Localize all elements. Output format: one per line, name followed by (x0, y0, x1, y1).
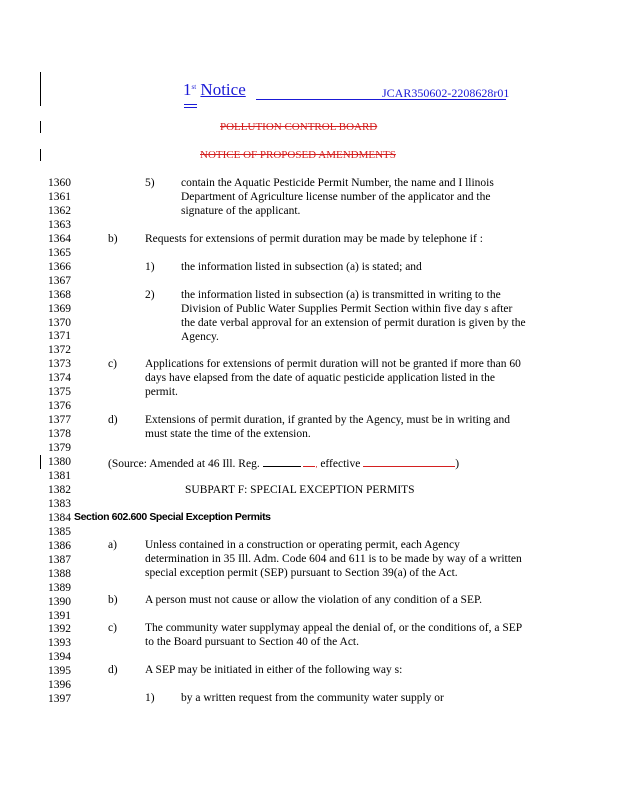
line-number: 1389 (48, 581, 71, 594)
paragraph-line: determination in 35 Ill. Adm. Code 604 and 611 is to be made by way of a written (145, 553, 522, 565)
change-bar (40, 121, 41, 133)
change-bar (40, 72, 41, 106)
paragraph-line: Division of Public Water Supplies Permit Section within five day s after (181, 303, 513, 315)
line-number: 1394 (48, 651, 71, 664)
reg-blank (263, 456, 301, 467)
paragraph-line: the information listed in subsection (a) is transmitted in writing to the (181, 289, 501, 301)
struck-board-title: POLLUTION CONTROL BOARD (220, 121, 378, 133)
reg-blank-inserted (303, 456, 315, 467)
paragraph-line: Requests for extensions of permit duration may be made by telephone if : (145, 233, 483, 245)
change-bar (40, 455, 41, 469)
header-underline (184, 107, 197, 108)
item-marker: 1) (145, 692, 155, 704)
paragraph-line: must state the time of the extension. (145, 428, 311, 440)
line-number: 1365 (48, 246, 71, 259)
item-marker: b) (108, 594, 118, 606)
line-number: 1369 (48, 302, 71, 315)
line-number: 1377 (48, 414, 71, 427)
line-number: 1397 (48, 693, 71, 706)
line-number: 1382 (48, 483, 71, 496)
line-number: 1371 (48, 330, 71, 343)
line-number: 1384 (48, 511, 71, 524)
paragraph-line: permit. (145, 386, 178, 398)
line-number: 1370 (48, 316, 71, 329)
item-marker: c) (108, 358, 117, 370)
line-number: 1393 (48, 637, 71, 650)
item-marker: d) (108, 664, 118, 676)
paragraph-line: the date verbal approval for an extension of permit duration is given by the (181, 317, 526, 329)
line-number: 1372 (48, 344, 71, 357)
item-marker: a) (108, 539, 117, 551)
line-number: 1387 (48, 553, 71, 566)
paragraph-line: contain the Aquatic Pesticide Permit Number, the name and I llinois (181, 177, 494, 189)
line-number: 1367 (48, 274, 71, 287)
line-number: 1380 (48, 456, 71, 468)
line-number: 1381 (48, 469, 71, 482)
notice-word: Notice (200, 80, 246, 99)
document-code: JCAR350602-2208628r01 (382, 86, 510, 100)
line-number: 1361 (48, 190, 71, 203)
line-number: 1391 (48, 609, 71, 622)
paragraph-line: to the Board pursuant to Section 40 of the Act. (145, 636, 359, 648)
line-number: 1386 (48, 539, 71, 552)
line-number: 1376 (48, 400, 71, 413)
item-marker: c) (108, 622, 117, 634)
paragraph-line: Department of Agriculture license number of the applicator and the (181, 191, 491, 203)
line-number: 1395 (48, 665, 71, 678)
line-number: 1396 (48, 679, 71, 692)
paragraph-line: signature of the applicant. (181, 205, 301, 217)
line-number: 1392 (48, 623, 71, 636)
line-number: 1362 (48, 204, 71, 217)
paragraph-line: the information listed in subsection (a) is stated; and (181, 261, 422, 273)
paragraph-line: Extensions of permit duration, if granted by the Agency, must be in writing and (145, 414, 510, 426)
paragraph-line: A person must not cause or allow the violation of any condition of a SEP. (145, 594, 482, 606)
item-marker: 1) (145, 261, 155, 273)
paragraph-line: Applications for extensions of permit duration will not be granted if more than 60 (145, 358, 521, 370)
paragraph-line: Agency. (181, 331, 219, 343)
paragraph-line: A SEP may be initiated in either of the following way s: (145, 664, 403, 676)
item-marker: 5) (145, 177, 155, 189)
item-marker: d) (108, 414, 118, 426)
subpart-heading: SUBPART F: SPECIAL EXCEPTION PERMITS (185, 484, 415, 496)
line-number: 1385 (48, 525, 71, 538)
effective-date-blank (363, 456, 455, 467)
line-number: 1364 (48, 232, 71, 245)
paragraph-line: special exception permit (SEP) pursuant to Section 39(a) of the Act. (145, 567, 458, 579)
line-number: 1388 (48, 567, 71, 580)
paragraph-line: The community water supplymay appeal the denial of, or the conditions of, a SEP (145, 622, 523, 634)
line-number: 1363 (48, 218, 71, 231)
line-number: 1366 (48, 260, 71, 273)
line-number: 1374 (48, 372, 71, 385)
paragraph-line: days have elapsed from the date of aquatic pesticide application listed in the (145, 372, 495, 384)
line-number: 1360 (48, 177, 71, 189)
line-number: 1368 (48, 288, 71, 301)
item-marker: 2) (145, 289, 155, 301)
line-number: 1378 (48, 428, 71, 441)
notice-label: 1st Notice (183, 80, 246, 99)
change-bar (40, 149, 41, 161)
item-marker: b) (108, 233, 118, 245)
line-number: 1375 (48, 386, 71, 399)
line-number: 1373 (48, 358, 71, 371)
paragraph-line: by a written request from the community water supply or (181, 692, 444, 704)
header-underline (184, 104, 197, 105)
source-note: (Source: Amended at 46 Ill. Reg. , effective ) (108, 458, 460, 470)
struck-notice-title: NOTICE OF PROPOSED AMENDMENTS (200, 149, 396, 161)
paragraph-line: Unless contained in a construction or operating permit, each Agency (145, 539, 460, 551)
line-number: 1383 (48, 497, 71, 510)
line-number: 1390 (48, 595, 71, 608)
section-heading: Section 602.600 Special Exception Permits (74, 511, 271, 523)
line-number: 1379 (48, 442, 71, 455)
